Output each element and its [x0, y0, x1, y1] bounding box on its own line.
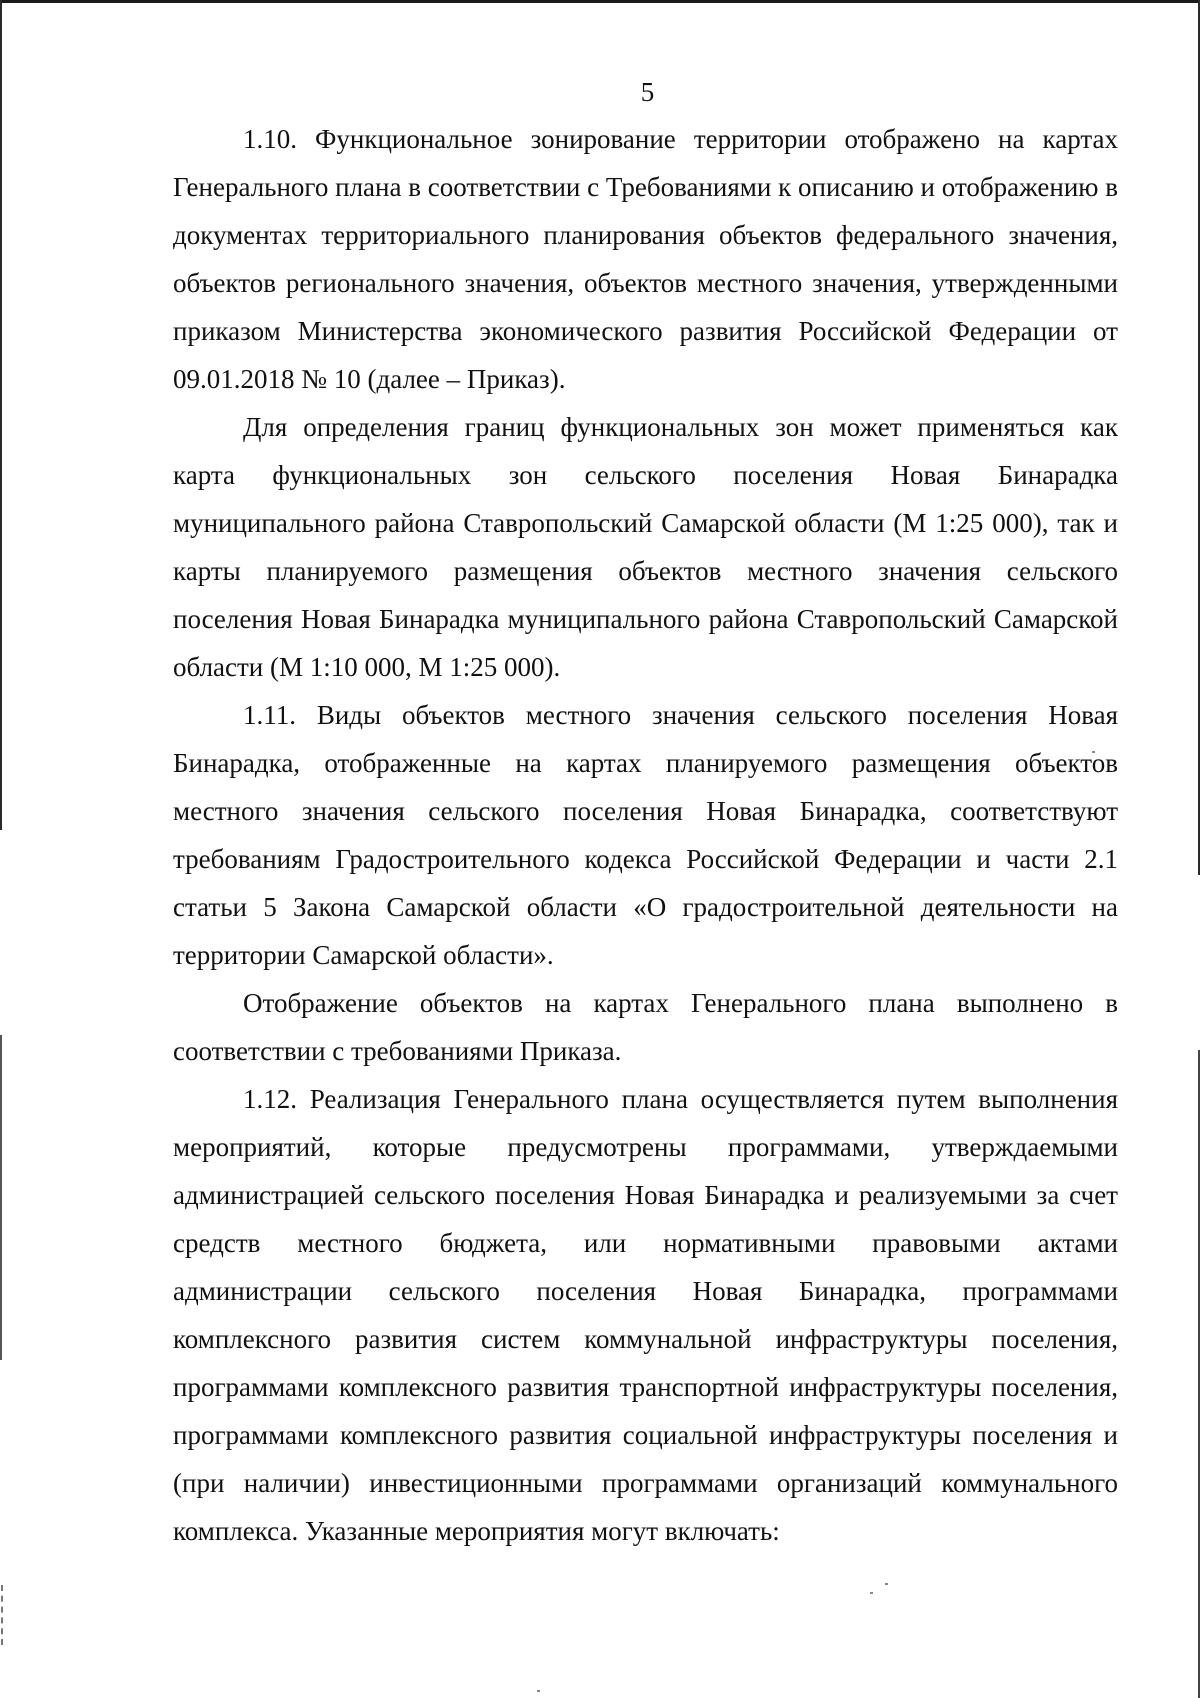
paragraph-1-10: 1.10. Функциональное зонирование территории отображено на картах Генерального плана в соответствии с Требованиями к описанию и отображению в документах территориального планирования объектов федерального значения, объектов регионального значения, объектов местного значения, утвержденными приказом Министерства экономического развития Российской Федерации от 09.01.2018 № 10 (далее – Приказ). [173, 124, 1118, 394]
paragraph-1-11: 1.11. Виды объектов местного значения сельского поселения Новая Бинарадка, отображенные на картах планируемого размещения объектов местного значения сельского поселения Новая Бинарадка, соответствуют требованиям Градостроительного кодекса Российской Федерации и части 2.1 статьи 5 Закона Самарской области «О градостроительной деятельности на территории Самарской области». [173, 700, 1118, 970]
scan-speck [870, 1592, 873, 1594]
scan-left-border-lower [0, 1035, 2, 1360]
scan-speck [537, 1690, 540, 1692]
page-number: 5 [640, 77, 655, 107]
scan-speck [885, 1583, 888, 1585]
document-body [173, 115, 1118, 1555]
scan-top-border [0, 0, 1200, 3]
scan-left-border [0, 0, 2, 830]
scan-left-dashed-mark [1, 1585, 5, 1645]
paragraph-1-12: 1.12. Реализация Генерального плана осуществляется путем выполнения мероприятий, которые предусмотрены программами, утверждаемыми администрацией сельского поселения Новая Бинарадка и реализуемыми за счет средств местного бюджета, или нормативными правовыми актами администрации сельского поселения Новая Бинарадка, программами комплексного развития систем коммунальной инфраструктуры поселения, программами комплексного развития транспортной инфраструктуры поселения, программами комплексного развития социальной инфраструктуры поселения и (при наличии) инвестиционными программами организаций коммунального комплекса. Указанные мероприятия могут включать: [173, 1084, 1118, 1546]
paragraph-zone-boundaries: Для определения границ функциональных зон может применяться как карта функциональных зон сельского поселения Новая Бинарадка муниципального района Ставропольский Самарской области (М 1:25 000), так и карты планируемого размещения объектов местного значения сельского поселения Новая Бинарадка муниципального района Ставропольский Самарской области (М 1:10 000, М 1:25 000). [173, 412, 1118, 682]
paragraph-display-objects: Отображение объектов на картах Генерального плана выполнено в соответствии с требованиями Приказа. [173, 988, 1118, 1066]
